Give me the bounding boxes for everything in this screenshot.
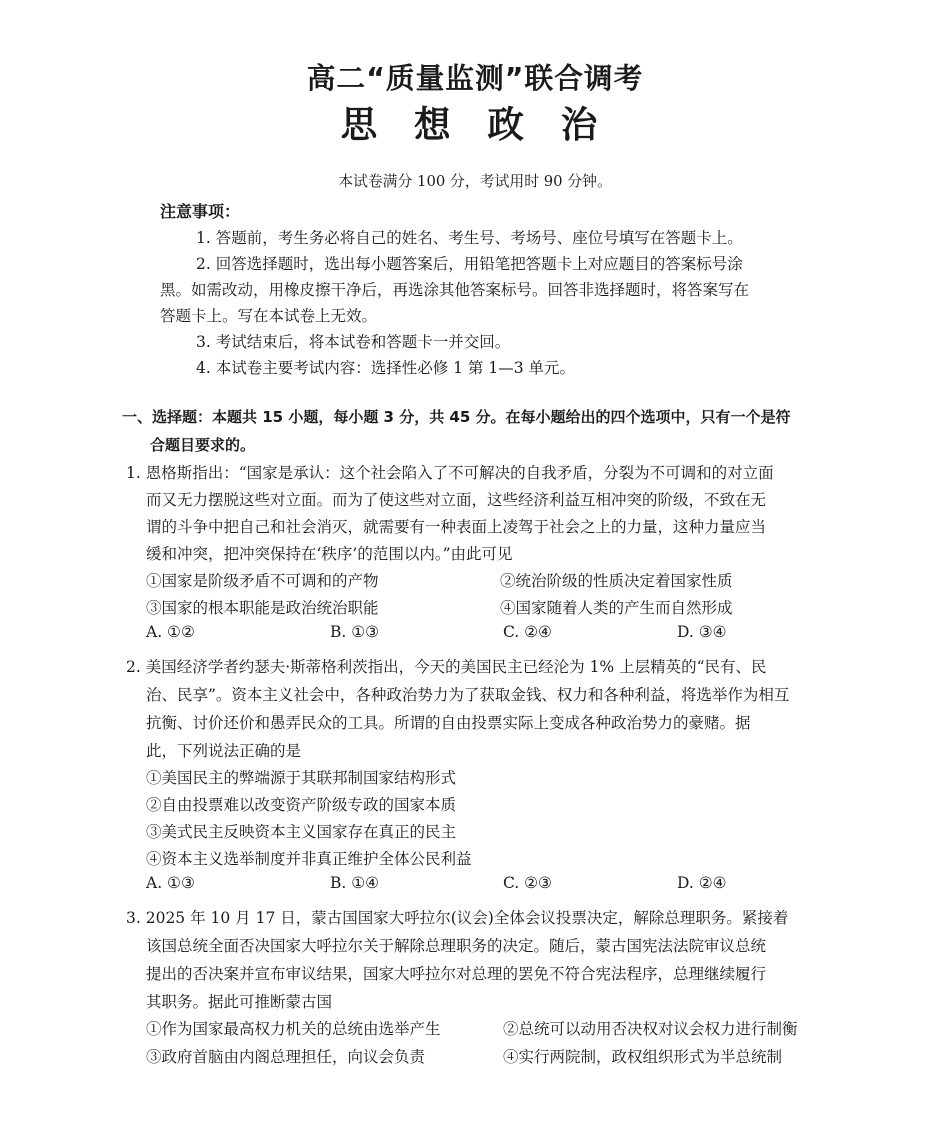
q1-option-c: C. ②④ — [503, 623, 552, 641]
notice-item-2-line-2: 黑。如需改动，用橡皮擦干净后，再选涂其他答案标号。回答非选择题时，将答案写在 — [160, 281, 750, 299]
q3-statement-2: ②总统可以动用否决权对议会权力进行制衡 — [503, 1020, 798, 1038]
notice-item-2-line-3: 答题卡上。写在本试卷上无效。 — [160, 307, 378, 325]
q1-option-a: A. ①② — [146, 623, 195, 641]
q2-statement-2: ②自由投票难以改变资产阶级专政的国家本质 — [146, 796, 457, 814]
q3-statement-1: ①作为国家最高权力机关的总统由选举产生 — [146, 1020, 441, 1038]
exam-info: 本试卷满分 100 分，考试用时 90 分钟。 — [338, 173, 612, 190]
q3-stem-line-3: 提出的否决案并宣布审议结果，国家大呼拉尔对总理的罢免不符合宪法程序，总理继续履行 — [146, 965, 767, 983]
q1-statement-3: ③国家的根本职能是政治统治职能 — [146, 599, 379, 617]
q3-stem-line-4: 其职务。据此可推断蒙古国 — [146, 993, 333, 1011]
q3-statement-3: ③政府首脑由内阁总理担任，向议会负责 — [146, 1048, 426, 1066]
notice-item-1: 1. 答题前，考生务必将自己的姓名、考生号、考场号、座位号填写在答题卡上。 — [196, 229, 743, 247]
q2-stem-line-3: 抗衡、讨价还价和愚弄民众的工具。所谓的自由投票实际上变成各种政治势力的豪赌。据 — [146, 714, 751, 732]
notice-item-3: 3. 考试结束后，将本试卷和答题卡一并交回。 — [196, 333, 511, 351]
q2-stem-line-2: 治、民享”。资本主义社会中，各种政治势力为了获取金钱、权力和各种利益，将选举作为相互 — [146, 686, 790, 704]
subject-title: 思 想 政 治 — [340, 103, 610, 146]
q2-statement-4: ④资本主义选举制度并非真正维护全体公民利益 — [146, 850, 472, 868]
q1-statement-4: ④国家随着人类的产生而自然形成 — [500, 599, 733, 617]
notice-heading: 注意事项： — [160, 202, 241, 221]
q1-option-d: D. ③④ — [677, 623, 727, 641]
q2-statement-3: ③美式民主反映资本主义国家存在真正的民主 — [146, 823, 457, 841]
q2-option-c: C. ②③ — [503, 874, 552, 892]
section-heading-line-2: 合题目要求的。 — [150, 436, 256, 454]
q1-statement-2: ②统治阶级的性质决定着国家性质 — [500, 572, 733, 590]
q1-stem-line-1: 1. 恩格斯指出：“国家是承认：这个社会陷入了不可解决的自我矛盾，分裂为不可调和的对立面 — [126, 464, 774, 482]
q2-option-b: B. ①④ — [330, 874, 380, 892]
q2-statement-1: ①美国民主的弊端源于其联邦制国家结构形式 — [146, 769, 457, 787]
q3-stem-line-1: 3. 2025 年 10 月 17 日，蒙古国国家大呼拉尔(议会)全体会议投票决定，解除总理职务。紧接着 — [126, 909, 789, 927]
notice-item-4: 4. 本试卷主要考试内容：选择性必修 1 第 1—3 单元。 — [196, 359, 576, 377]
q3-stem-line-2: 该国总统全面否决国家大呼拉尔关于解除总理职务的决定。随后，蒙古国宪法法院审议总统 — [146, 937, 767, 955]
q2-stem-line-1: 2. 美国经济学者约瑟夫·斯蒂格利茨指出，今天的美国民主已经沦为 1% 上层精英的“民有、民 — [126, 658, 767, 676]
q1-stem-line-2: 而又无力摆脱这些对立面。而为了使这些对立面，这些经济利益互相冲突的阶级，不致在无 — [146, 491, 767, 509]
q1-stem-line-3: 谓的斗争中把自己和社会消灭，就需要有一种表面上凌驾于社会之上的力量，这种力量应当 — [146, 518, 767, 536]
q2-stem-line-4: 此，下列说法正确的是 — [146, 742, 302, 760]
exam-title: 高二“质量监测”联合调考 — [306, 61, 644, 95]
q1-stem-line-4: 缓和冲突，把冲突保持在‘秩序’的范围以内。”由此可见 — [146, 545, 513, 563]
q2-option-d: D. ②④ — [677, 874, 727, 892]
q2-option-a: A. ①③ — [146, 874, 195, 892]
notice-item-2-line-1: 2. 回答选择题时，选出每小题答案后，用铅笔把答题卡上对应题目的答案标号涂 — [196, 255, 743, 273]
section-heading-line-1: 一、选择题：本题共 15 小题，每小题 3 分，共 45 分。在每小题给出的四个选项中，只有一个是符 — [122, 408, 791, 426]
q1-statement-1: ①国家是阶级矛盾不可调和的产物 — [146, 572, 379, 590]
q1-option-b: B. ①③ — [330, 623, 380, 641]
q3-statement-4: ④实行两院制，政权组织形式为半总统制 — [503, 1048, 783, 1066]
